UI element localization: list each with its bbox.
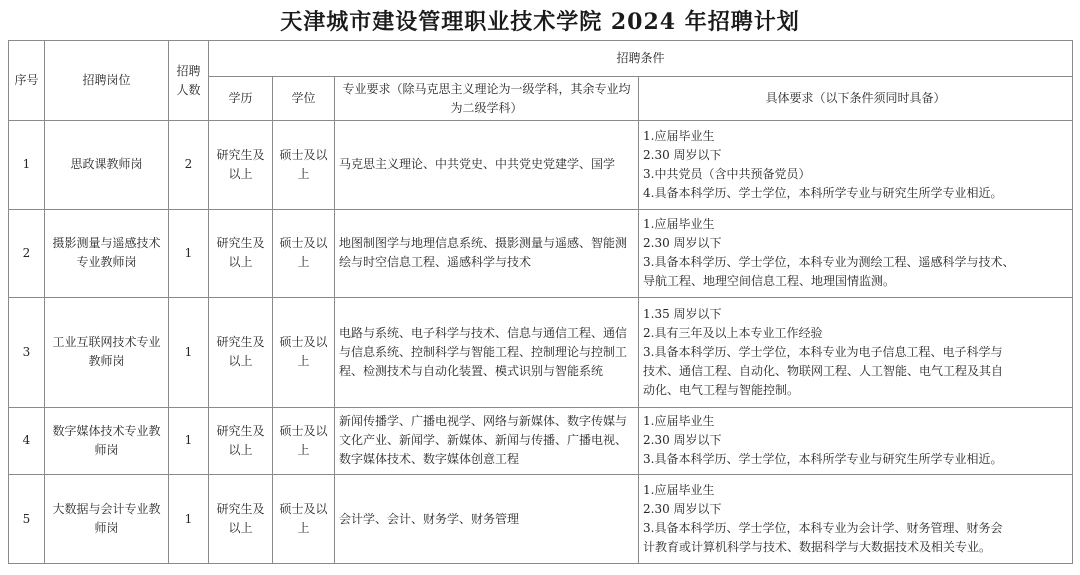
requirement-line: 2.具有三年及以上本专业工作经验: [643, 325, 823, 340]
header-seq: 序号: [9, 41, 45, 121]
requirement-line: 1.35 周岁以下: [643, 306, 722, 321]
cell-requirements: [639, 475, 1073, 564]
cell-degree: 硕士及以上: [273, 209, 335, 298]
requirement-line: 1.应届毕业生: [643, 217, 715, 232]
cell-degree: 硕士及以上: [273, 298, 335, 407]
requirement-line: 1.应届毕业生: [643, 128, 715, 143]
recruitment-table: [8, 40, 1073, 564]
requirement-line: 计教育或计算机科学与技术、数据科学与大数据技术及相关专业。: [643, 540, 992, 555]
requirement-line: 3.具备本科学历、学士学位，本科专业为电子信息工程、电子科学与: [643, 344, 1003, 359]
requirement-line: 技术、通信工程、自动化、物联网工程、人工智能、电气工程及其自: [643, 363, 1004, 378]
cell-education: 研究生及以上: [209, 209, 273, 298]
cell-post: 工业互联网技术专业教师岗: [45, 298, 169, 407]
cell-major: 电路与系统、电子科学与技术、信息与通信工程、通信与信息系统、控制科学与智能工程、控制理论与控制工程、检测技术与自动化装置、模式识别与智能系统: [335, 298, 639, 407]
requirement-line: 2.30 周岁以下: [643, 236, 722, 251]
cell-count: 1: [169, 298, 209, 407]
cell-post: 大数据与会计专业教师岗: [45, 475, 169, 564]
header-degree: 学位: [273, 77, 335, 121]
cell-seq: 2: [9, 209, 45, 298]
requirement-line: 3.中共党员（含中共预备党员）: [643, 166, 811, 181]
cell-requirements: [639, 407, 1073, 475]
requirement-line: 1.应届毕业生: [643, 414, 715, 429]
cell-requirements: [639, 121, 1073, 210]
header-post: 招聘岗位: [45, 41, 169, 121]
table-row: [9, 298, 1073, 407]
header-education: 学历: [209, 77, 273, 121]
cell-seq: 3: [9, 298, 45, 407]
cell-education: 研究生及以上: [209, 298, 273, 407]
requirement-line: 动化、电气工程与智能控制。: [643, 382, 800, 397]
cell-major: 会计学、会计、财务学、财务管理: [335, 475, 639, 564]
cell-count: 1: [169, 209, 209, 298]
cell-education: 研究生及以上: [209, 475, 273, 564]
table-row: [9, 209, 1073, 298]
page-title: 天津城市建设管理职业技术学院 2024 年招聘计划: [280, 9, 800, 35]
cell-count: 2: [169, 121, 209, 210]
cell-post: 数字媒体技术专业教师岗: [45, 407, 169, 475]
table-row: [9, 407, 1073, 475]
cell-post: 思政课教师岗: [45, 121, 169, 210]
header-conditions: 招聘条件: [209, 41, 1073, 77]
cell-count: 1: [169, 407, 209, 475]
requirement-line: 2.30 周岁以下: [643, 502, 722, 517]
cell-degree: 硕士及以上: [273, 121, 335, 210]
requirement-line: 3.具备本科学历、学士学位，本科所学专业与研究生所学专业相近。: [643, 452, 1003, 467]
requirement-line: 2.30 周岁以下: [643, 147, 722, 162]
cell-seq: 1: [9, 121, 45, 210]
table-row: [9, 121, 1073, 210]
cell-seq: 5: [9, 475, 45, 564]
cell-education: 研究生及以上: [209, 121, 273, 210]
header-count: 招聘人数: [169, 41, 209, 121]
cell-seq: 4: [9, 407, 45, 475]
table-row: [9, 475, 1073, 564]
requirement-line: 3.具备本科学历、学士学位，本科专业为会计学、财务管理、财务会: [643, 521, 1003, 536]
cell-requirements: [639, 209, 1073, 298]
cell-major: 马克思主义理论、中共党史、中共党史党建学、国学: [335, 121, 639, 210]
cell-degree: 硕士及以上: [273, 407, 335, 475]
cell-education: 研究生及以上: [209, 407, 273, 475]
requirement-line: 4.具备本科学历、学士学位，本科所学专业与研究生所学专业相近。: [643, 185, 1003, 200]
header-requirements: 具体要求（以下条件须同时具备）: [639, 77, 1073, 121]
cell-major: 新闻传播学、广播电视学、网络与新媒体、数字传媒与文化产业、新闻学、新媒体、新闻与传播、广播电视、数字媒体技术、数字媒体创意工程: [335, 407, 639, 475]
header-major: 专业要求（除马克思主义理论为一级学科，其余专业均为二级学科）: [335, 77, 639, 121]
cell-post: 摄影测量与遥感技术专业教师岗: [45, 209, 169, 298]
cell-major: 地图制图学与地理信息系统、摄影测量与遥感、智能测绘与时空信息工程、遥感科学与技术: [335, 209, 639, 298]
requirement-line: 2.30 周岁以下: [643, 433, 722, 448]
cell-degree: 硕士及以上: [273, 475, 335, 564]
requirement-line: 1.应届毕业生: [643, 483, 715, 498]
requirement-line: 导航工程、地理空间信息工程、地理国情监测。: [643, 274, 896, 289]
cell-count: 1: [169, 475, 209, 564]
requirement-line: 3.具备本科学历、学士学位，本科专业为测绘工程、遥感科学与技术、: [643, 255, 1015, 270]
cell-requirements: [639, 298, 1073, 407]
